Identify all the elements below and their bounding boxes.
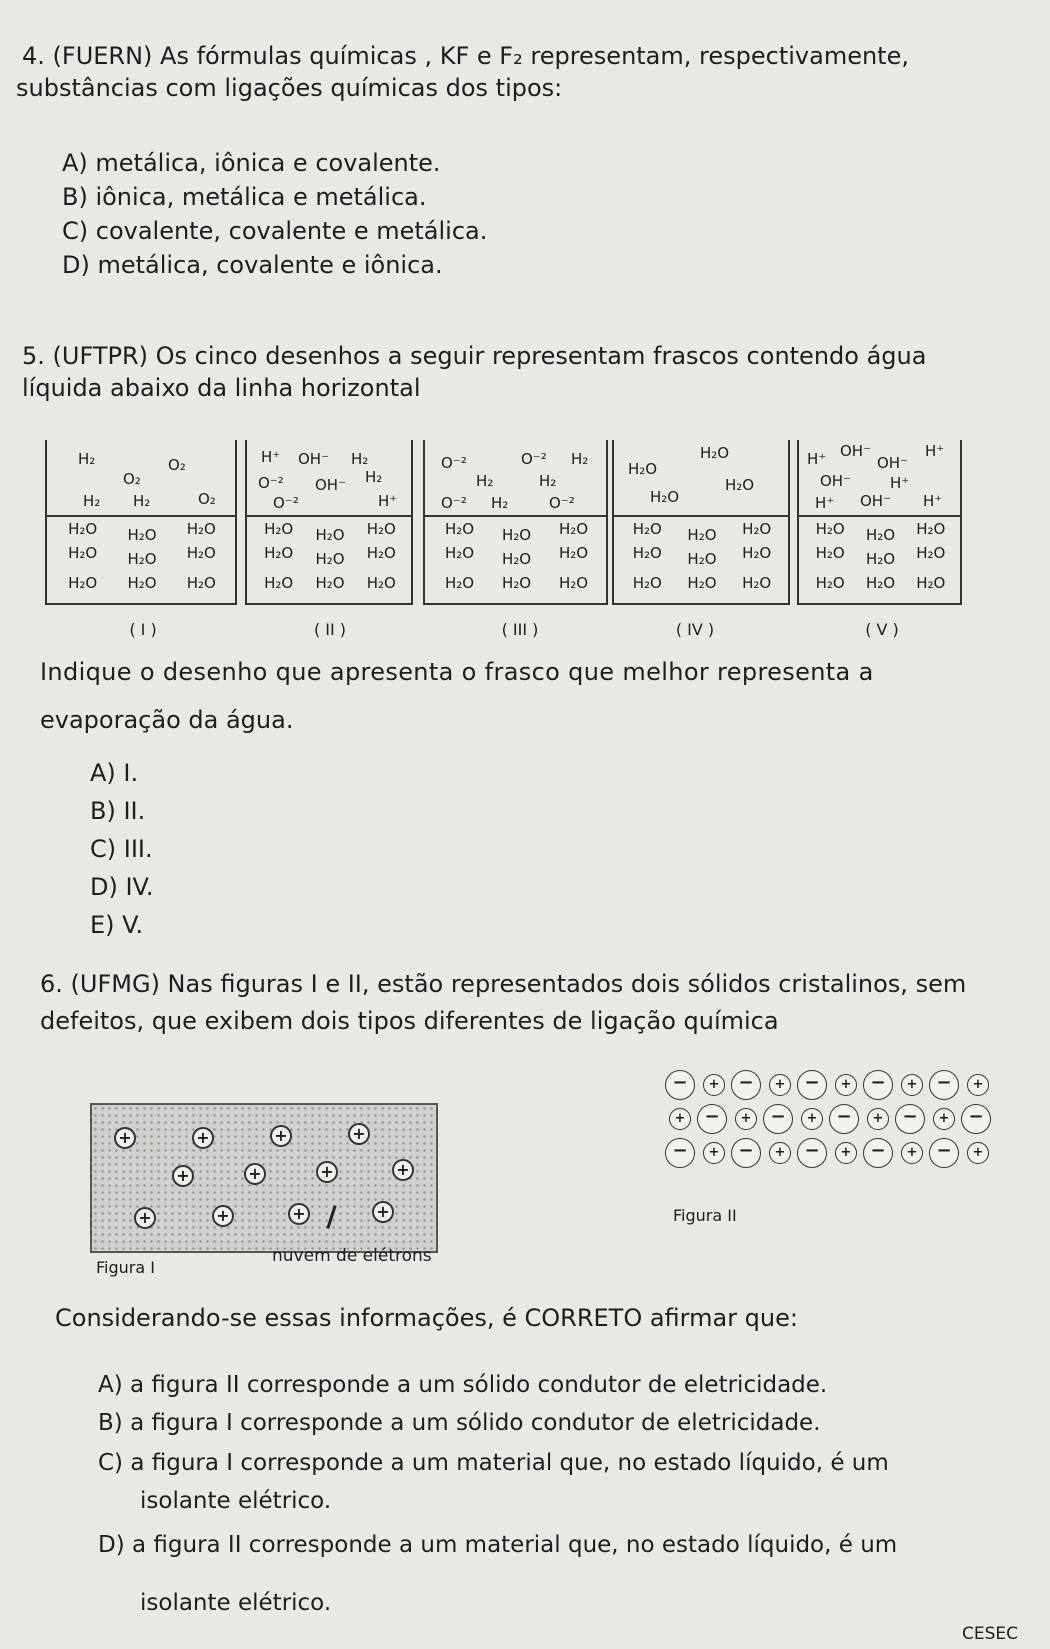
q4-option-b: B) iônica, metálica e metálica. [62, 183, 427, 211]
water-molecule: H₂O [916, 574, 946, 592]
cation: + [835, 1142, 857, 1164]
flask-2 [245, 440, 413, 605]
cation: + [669, 1108, 691, 1130]
flask-label-1: ( I ) [129, 620, 157, 639]
water-molecule: H₂O [815, 520, 845, 538]
flask-2-gas-species: OH⁻ [298, 450, 330, 468]
cation: + [901, 1142, 923, 1164]
flask-5-gas-species: OH⁻ [860, 492, 892, 510]
flask-5-gas-species: H⁺ [923, 492, 943, 510]
q6-stem-line2: defeitos, que exibem dois tipos diferentes de ligação química [40, 1007, 779, 1035]
anion: − [929, 1070, 959, 1100]
cation: + [933, 1108, 955, 1130]
flask-label-3: ( III ) [501, 620, 539, 639]
anion: − [797, 1138, 827, 1168]
cation: + [316, 1161, 338, 1183]
figure-1-metallic-solid [90, 1103, 438, 1253]
water-molecule: H₂O [315, 550, 345, 568]
q4-stem-line2: substâncias com ligações químicas dos tipos: [16, 74, 563, 102]
q4-option-c: C) covalente, covalente e metálica. [62, 217, 488, 245]
water-molecule: H₂O [366, 574, 396, 592]
water-molecule: H₂O [68, 544, 98, 562]
cation: + [212, 1205, 234, 1227]
q4-option-d: D) metálica, covalente e iônica. [62, 251, 443, 279]
q5-option-a: A) I. [90, 759, 139, 787]
flask-3-gas [431, 440, 602, 514]
water-molecule: H₂O [501, 526, 532, 544]
cation: + [867, 1108, 889, 1130]
q4-stem-line1: 4. (FUERN) As fórmulas químicas , KF e F₂ representam, respectivamente, [22, 42, 909, 70]
anion: − [895, 1104, 925, 1134]
cation: + [192, 1127, 214, 1149]
flask-2-gas-species: H⁺ [261, 448, 281, 466]
q5-option-c: C) III. [90, 835, 153, 863]
anion: − [665, 1138, 695, 1168]
q4-option-a: A) metálica, iônica e covalente. [62, 149, 441, 177]
water-molecule: H₂O [444, 544, 475, 562]
flask-1-gas [53, 440, 231, 514]
cation: + [114, 1127, 136, 1149]
flask-4-gas-species: H₂O [628, 460, 658, 478]
water-molecule: H₂O [264, 520, 294, 538]
q6-option-c-line2: isolante elétrico. [140, 1488, 332, 1514]
flask-1-gas-species: O₂ [168, 456, 186, 474]
figure-1-label: Figura I [96, 1258, 155, 1277]
q6-lead: Considerando-se essas informações, é CORRETO afirmar que: [55, 1304, 798, 1332]
water-molecule: H₂O [501, 550, 532, 568]
anion: − [763, 1104, 793, 1134]
water-molecule: H₂O [127, 550, 157, 568]
q5-option-d: D) IV. [90, 873, 154, 901]
water-molecule: H₂O [916, 544, 946, 562]
cation: + [392, 1159, 414, 1181]
flask-4-gas-species: H₂O [725, 476, 755, 494]
anion: − [961, 1104, 991, 1134]
anion: − [797, 1070, 827, 1100]
water-molecule: H₂O [127, 526, 157, 544]
cation: + [735, 1108, 757, 1130]
flask-5-gas-species: OH⁻ [877, 454, 909, 472]
q6-option-d-line1: D) a figura II corresponde a um material que, no estado líquido, é um [98, 1532, 898, 1558]
cation: + [769, 1142, 791, 1164]
water-molecule: H₂O [632, 574, 662, 592]
flask-5-gas-species: H⁺ [925, 442, 945, 460]
cation: + [967, 1142, 989, 1164]
flask-5-gas-species: H⁺ [890, 474, 910, 492]
flask-2-gas-species: H₂ [351, 450, 369, 468]
water-molecule: H₂O [444, 520, 475, 538]
water-molecule: H₂O [742, 544, 772, 562]
electron-cloud-arrow [326, 1205, 336, 1229]
flask-2-gas-species: O⁻² [258, 474, 284, 492]
cation: + [172, 1165, 194, 1187]
flask-1-gas-species: O₂ [123, 470, 141, 488]
q6-stem-line1: 6. (UFMG) Nas figuras I e II, estão representados dois sólidos cristalinos, sem [40, 970, 967, 998]
water-molecule: H₂O [815, 544, 845, 562]
water-molecule: H₂O [815, 574, 845, 592]
cation: + [348, 1123, 370, 1145]
flask-2-gas-species: OH⁻ [315, 476, 347, 494]
water-molecule: H₂O [687, 574, 717, 592]
q5-option-e: E) V. [90, 911, 144, 939]
flask-5-gas [805, 440, 956, 514]
water-molecule: H₂O [315, 526, 345, 544]
flask-3-gas-species: H₂ [491, 494, 509, 512]
water-molecule: H₂O [186, 544, 216, 562]
q6-option-b: B) a figura I corresponde a um sólido condutor de eletricidade. [98, 1410, 821, 1436]
water-molecule: H₂O [127, 574, 157, 592]
flask-4-gas-species: H₂O [700, 444, 730, 462]
cation: + [967, 1074, 989, 1096]
q6-option-d-line2: isolante elétrico. [140, 1590, 332, 1616]
water-molecule: H₂O [558, 574, 589, 592]
water-molecule: H₂O [366, 520, 396, 538]
flask-5-gas-species: H⁺ [815, 494, 835, 512]
flask-2-gas-species: H⁺ [378, 492, 398, 510]
flask-1 [45, 440, 237, 605]
water-molecule: H₂O [916, 520, 946, 538]
anion: − [731, 1138, 761, 1168]
water-molecule: H₂O [865, 526, 896, 544]
flask-3 [423, 440, 608, 605]
water-molecule: H₂O [865, 550, 896, 568]
q6-option-c-line1: C) a figura I corresponde a um material que, no estado líquido, é um [98, 1450, 889, 1476]
water-molecule: H₂O [264, 574, 294, 592]
anion: − [665, 1070, 695, 1100]
water-molecule: H₂O [865, 574, 896, 592]
water-molecule: H₂O [632, 520, 662, 538]
flask-5-gas-species: OH⁻ [840, 442, 872, 460]
water-molecule: H₂O [742, 520, 772, 538]
water-molecule: H₂O [687, 526, 717, 544]
flask-3-gas-species: O⁻² [441, 494, 467, 512]
cation: + [372, 1201, 394, 1223]
anion: − [829, 1104, 859, 1134]
cation: + [134, 1207, 156, 1229]
cation: + [703, 1074, 725, 1096]
figure-2-label: Figura II [673, 1206, 737, 1225]
water-molecule: H₂O [366, 544, 396, 562]
q5-stem-line1: 5. (UFTPR) Os cinco desenhos a seguir representam frascos contendo água [22, 342, 927, 370]
flask-label-4: ( IV ) [675, 620, 715, 639]
flask-5-gas-species: H⁺ [807, 450, 827, 468]
water-molecule: H₂O [68, 574, 98, 592]
anion: − [697, 1104, 727, 1134]
footer-cesec: CESEC [962, 1624, 1019, 1644]
cation: + [801, 1108, 823, 1130]
flask-1-gas-species: H₂ [78, 450, 96, 468]
flask-2-gas [253, 440, 407, 514]
flask-1-gas-species: H₂ [133, 492, 151, 510]
cation: + [270, 1125, 292, 1147]
flask-3-gas-species: O⁻² [521, 450, 547, 468]
water-molecule: H₂O [264, 544, 294, 562]
water-molecule: H₂O [68, 520, 98, 538]
anion: − [863, 1070, 893, 1100]
q5-question-line2: evaporação da água. [40, 706, 294, 734]
q5-question-line1: Indique o desenho que apresenta o frasco que melhor representa a [40, 658, 874, 686]
water-molecule: H₂O [186, 520, 216, 538]
flask-4-gas-species: H₂O [650, 488, 680, 506]
water-molecule: H₂O [558, 544, 589, 562]
flask-4 [612, 440, 790, 605]
flask-4-gas [620, 440, 784, 514]
flask-3-gas-species: H₂ [476, 472, 494, 490]
water-molecule: H₂O [501, 574, 532, 592]
cation: + [288, 1203, 310, 1225]
flask-1-gas-species: O₂ [198, 490, 216, 508]
water-molecule: H₂O [632, 544, 662, 562]
figure-2-ionic-solid [665, 1068, 995, 1178]
q5-option-b: B) II. [90, 797, 146, 825]
cation: + [769, 1074, 791, 1096]
flask-3-gas-species: O⁻² [441, 454, 467, 472]
q5-stem-line2: líquida abaixo da linha horizontal [22, 374, 421, 402]
electron-cloud-label: nuvem de elétrons [272, 1246, 432, 1266]
cation: + [835, 1074, 857, 1096]
flask-3-gas-species: O⁻² [549, 494, 575, 512]
water-molecule: H₂O [315, 574, 345, 592]
flask-1-gas-species: H₂ [83, 492, 101, 510]
water-molecule: H₂O [186, 574, 216, 592]
water-molecule: H₂O [558, 520, 589, 538]
water-molecule: H₂O [687, 550, 717, 568]
water-molecule: H₂O [742, 574, 772, 592]
flask-2-gas-species: O⁻² [273, 494, 299, 512]
anion: − [863, 1138, 893, 1168]
anion: − [731, 1070, 761, 1100]
q6-option-a: A) a figura II corresponde a um sólido condutor de eletricidade. [98, 1372, 828, 1398]
flask-3-gas-species: H₂ [571, 450, 589, 468]
cation: + [703, 1142, 725, 1164]
cation: + [244, 1163, 266, 1185]
cation: + [901, 1074, 923, 1096]
flask-label-5: ( V ) [865, 620, 899, 639]
flask-5 [797, 440, 962, 605]
flask-label-2: ( II ) [313, 620, 347, 639]
anion: − [929, 1138, 959, 1168]
flask-3-gas-species: H₂ [539, 472, 557, 490]
flask-2-gas-species: H₂ [365, 468, 383, 486]
flask-5-gas-species: OH⁻ [820, 472, 852, 490]
water-molecule: H₂O [444, 574, 475, 592]
